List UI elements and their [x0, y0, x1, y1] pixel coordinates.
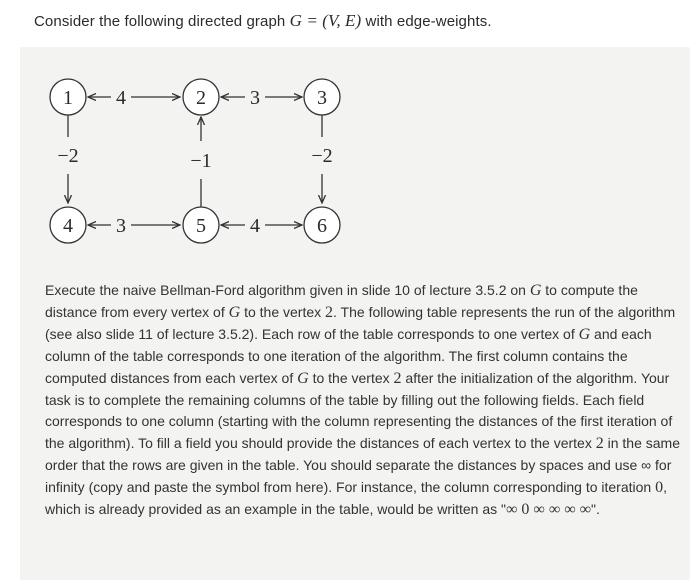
example-column: ∞ 0 ∞ ∞ ∞ ∞ [506, 501, 592, 519]
edge-label-1-2: 4 [116, 87, 126, 109]
edge-label-5-2: −1 [190, 150, 212, 172]
graph-formula: G = (V, E) [289, 11, 362, 30]
svg-text:3: 3 [317, 87, 327, 109]
svg-text:6: 6 [317, 215, 327, 237]
node-3 [304, 79, 340, 115]
directed-graph [20, 47, 380, 257]
instructions-paragraph: Execute the naive Bellman-Ford algorithm given in slide 10 of lecture 3.5.2 on G to compute the distance from every vertex of G to the vertex 2. The following table represents the run of the algorithm (see also slide 11 of lecture 3.5.2). Each row of the table corresponds to one vertex of G and each column of the table corresponds to one iteration of the algorithm. The first column contains the computed distances from each vertex of G to the vertex 2 after the initialization of the algorithm. Your task is to complete the remaining columns of the table by filling out the following fields. Each field corresponds to one column (starting with the column representing the distances of the first iteration of the algorithm). To fill a field you should provide the distances of each vertex to the vertex 2 in the same order that the rows are given in the table. You should separate the distances by spaces and use ∞ for infinity (copy and paste the symbol from here). For instance, the column corresponding to iteration 0, which is already provided as an example in the table, would be written as "∞ 0 ∞ ∞ ∞ ∞". [45, 282, 680, 519]
edge-label-3-2: 3 [250, 87, 260, 109]
edge-label-5-6: 4 [250, 215, 260, 237]
svg-text:1: 1 [63, 87, 73, 109]
node-1 [50, 79, 86, 115]
svg-text:4: 4 [63, 215, 73, 237]
svg-text:2: 2 [196, 87, 206, 109]
edge-label-3-6: −2 [311, 145, 333, 167]
svg-text:5: 5 [196, 215, 206, 237]
node-4 [50, 207, 86, 243]
edge-label-4-5: 3 [116, 215, 126, 237]
intro-text: Consider the following directed graph G = (V, E) with edge-weights. [34, 11, 492, 30]
node-5 [183, 207, 219, 243]
node-2 [183, 79, 219, 115]
edge-label-1-4: −2 [57, 145, 79, 167]
node-6 [304, 207, 340, 243]
